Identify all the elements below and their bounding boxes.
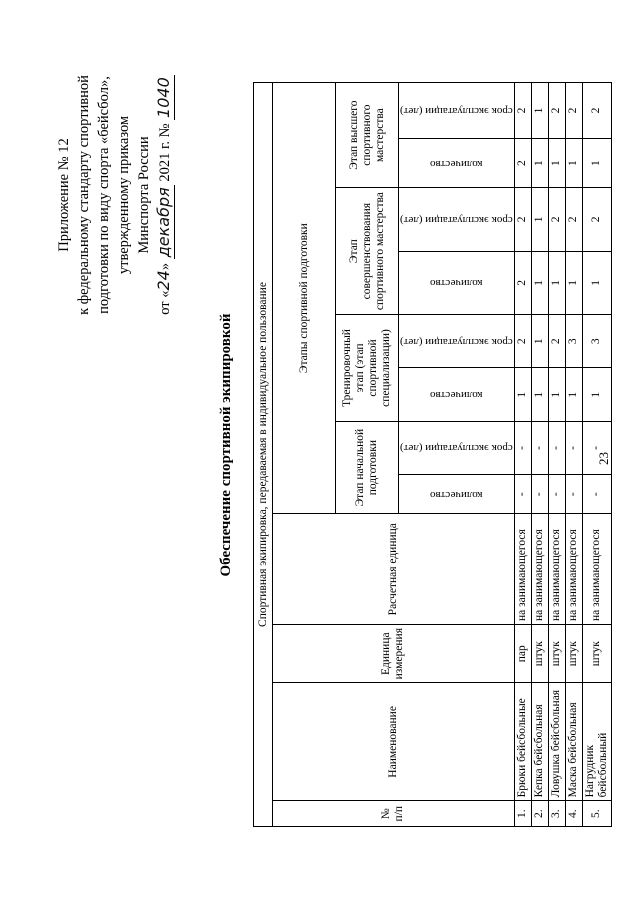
- order-prefix: от «: [157, 290, 173, 315]
- row-value: 1: [548, 368, 565, 421]
- row-value: -: [514, 421, 531, 474]
- row-value: -: [565, 474, 582, 513]
- row-value: 1: [565, 368, 582, 421]
- row-unit: пар: [514, 625, 531, 683]
- document-title: Обеспечение спортивной экипировкой: [218, 313, 234, 577]
- row-value: 2: [582, 83, 611, 139]
- row-number: 1.: [514, 801, 531, 827]
- row-value: 2: [514, 83, 531, 139]
- order-number: 1040: [154, 77, 173, 118]
- row-value: 2: [548, 83, 565, 139]
- row-name: Кепка бейсбольная: [531, 683, 548, 801]
- row-value: -: [531, 421, 548, 474]
- table-row: [531, 83, 548, 827]
- order-day: 24: [154, 270, 173, 291]
- header-calc-unit: Расчетная единица: [273, 514, 515, 625]
- row-value: 2: [548, 188, 565, 251]
- row-calc-unit: на занимающегося: [514, 514, 531, 625]
- row-value: 1: [514, 368, 531, 421]
- header-term: срок эксплуатации (лет): [399, 83, 515, 139]
- table-body: [514, 83, 611, 827]
- header-number: № п/п: [273, 801, 515, 827]
- appendix-line: Минспорта России: [136, 136, 152, 254]
- appendix-line: подготовки по виду спорта «бейсбол»,: [96, 76, 112, 314]
- row-value: -: [548, 474, 565, 513]
- header-stage: Этап начальной подготовки: [336, 421, 399, 513]
- row-value: -: [582, 474, 611, 513]
- appendix-line: Приложение № 12: [56, 138, 72, 252]
- row-calc-unit: на занимающегося: [582, 514, 611, 625]
- row-value: -: [514, 474, 531, 513]
- row-name: Ловушка бейсбольная: [548, 683, 565, 801]
- row-name: Брюки бейсбольные: [514, 683, 531, 801]
- header-term: срок эксплуатации (лет): [399, 315, 515, 368]
- row-value: 2: [514, 188, 531, 251]
- row-value: 1: [531, 368, 548, 421]
- appendix-line: к федеральному стандарту спортивной: [76, 75, 92, 315]
- page-number: 23: [596, 452, 611, 465]
- header-stage: Этап совершенствования спортивного мастерства: [336, 188, 399, 315]
- header-quantity: количество: [399, 474, 515, 513]
- header-name: Наименование: [273, 683, 515, 801]
- table-row: [565, 83, 582, 827]
- row-value: -: [531, 474, 548, 513]
- appendix-block: [54, 45, 175, 345]
- row-value: 2: [514, 139, 531, 188]
- row-unit: штук: [548, 625, 565, 683]
- order-year: 2021 г. №: [157, 119, 173, 186]
- table-row: [514, 83, 531, 827]
- row-value: -: [582, 421, 611, 474]
- header-unit: Единица измерения: [273, 625, 515, 683]
- row-value: -: [548, 421, 565, 474]
- row-value: 2: [548, 315, 565, 368]
- row-value: 1: [565, 251, 582, 314]
- header-quantity: количество: [399, 139, 515, 188]
- row-value: 1: [582, 368, 611, 421]
- header-quantity: количество: [399, 251, 515, 314]
- equipment-table: [253, 82, 612, 827]
- row-unit: штук: [582, 625, 611, 683]
- row-name: Маска бейсбольная: [565, 683, 582, 801]
- row-value: 1: [531, 251, 548, 314]
- row-calc-unit: на занимающегося: [531, 514, 548, 625]
- row-name: Нагрудник бейсбольный: [582, 683, 611, 801]
- header-term: срок эксплуатации (лет): [399, 421, 515, 474]
- header-term: срок эксплуатации (лет): [399, 188, 515, 251]
- row-value: 2: [514, 251, 531, 314]
- row-calc-unit: на занимающегося: [548, 514, 565, 625]
- row-value: 2: [565, 83, 582, 139]
- row-value: 1: [565, 139, 582, 188]
- row-calc-unit: на занимающегося: [565, 514, 582, 625]
- header-stages: Этапы спортивной подготовки: [273, 83, 336, 514]
- header-stage: Тренировочный этап (этап спортивной специализации): [336, 315, 399, 422]
- row-value: 1: [548, 251, 565, 314]
- row-value: 3: [582, 315, 611, 368]
- table-row: [548, 83, 565, 827]
- row-value: 2: [565, 188, 582, 251]
- order-line: [154, 45, 175, 345]
- header-stage: Этап высшего спортивного мастерства: [336, 83, 399, 188]
- row-value: 1: [531, 315, 548, 368]
- row-number: 5.: [582, 801, 611, 827]
- row-value: -: [565, 421, 582, 474]
- row-value: 1: [531, 188, 548, 251]
- row-value: 2: [514, 315, 531, 368]
- table-row: [582, 83, 611, 827]
- row-value: 3: [565, 315, 582, 368]
- order-mid: »: [157, 259, 173, 271]
- row-unit: штук: [531, 625, 548, 683]
- row-value: 1: [582, 251, 611, 314]
- row-number: 3.: [548, 801, 565, 827]
- row-value: 2: [582, 188, 611, 251]
- row-value: 1: [531, 139, 548, 188]
- row-unit: штук: [565, 625, 582, 683]
- appendix-line: утвержденному приказом: [116, 115, 132, 275]
- row-number: 4.: [565, 801, 582, 827]
- row-value: 1: [531, 83, 548, 139]
- row-value: 1: [548, 139, 565, 188]
- row-number: 2.: [531, 801, 548, 827]
- header-quantity: количество: [399, 368, 515, 421]
- row-value: 1: [582, 139, 611, 188]
- table-group-header: Спортивная экипировка, передаваемая в индивидуальное пользование: [254, 83, 273, 827]
- order-month: декабря: [154, 187, 173, 258]
